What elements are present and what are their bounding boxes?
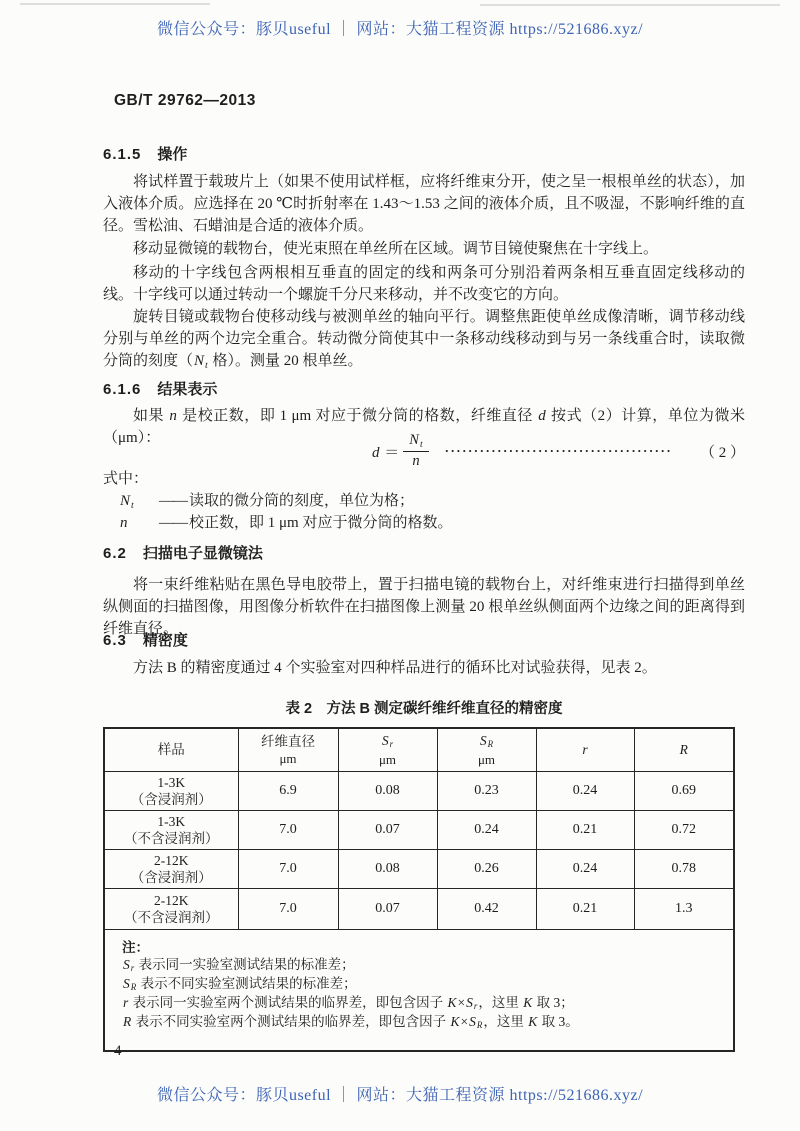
fraction-denominator: n [412,453,420,469]
header-label: Sr [381,732,394,750]
scan-artifact [20,3,210,5]
term-dash: —— [159,493,187,509]
value-cell: 0.08 [338,771,437,810]
bottom-watermark: 微信公众号：豚贝useful ｜ 网站：大猫工程资源 https://521686.xyz/ [156,1087,644,1104]
value-cell: 0.21 [536,888,634,929]
note-item: Sr 表示同一实验室测试结果的标准差； [123,956,355,973]
page-number: 4 [114,1043,122,1059]
section-heading-6-1-5 [103,143,745,164]
where-label: 式中： [103,471,149,487]
value-cell: 0.08 [338,849,437,888]
value-cell: 0.78 [634,849,734,888]
paragraph: 如果 n 是校正数，即 1 μm 对应于微分筒的格数，纤维直径 d 按式（2）计算，单位为微米（μm）： [103,408,745,446]
scan-artifact [480,4,780,6]
section-number: 6.1.6 [103,381,142,398]
section-heading-6-2 [103,542,745,563]
fraction [403,433,428,469]
term-symbol: n [120,515,128,531]
sample-qualifier: （含浸润剂） [130,869,212,885]
value-cell: 0.07 [338,810,437,849]
header-r: r [536,728,634,771]
value-cell: 0.24 [536,849,634,888]
value-cell: 0.26 [437,849,536,888]
sample-qualifier: （不含浸润剂） [124,909,219,925]
section-title: 扫描电子显微镜法 [142,545,263,562]
sample-qualifier: （含浸润剂） [130,791,212,807]
term-definition: 读取的微分筒的刻度，单位为格； [189,493,415,509]
equation-dot-leader: ······································· [444,443,673,458]
equation-lhs: d ＝ [372,444,400,461]
value-cell: 6.9 [238,771,338,810]
table-title: 表 2 方法 B 测定碳纤维纤维直径的精密度 [285,701,563,717]
paragraph: 将一束纤维粘贴在黑色导电胶带上，置于扫描电镜的载物台上，对纤维束进行扫描得到单丝纵侧面的扫描图像，用图像分析软件在扫描图像上测量 20 根单丝纵侧面两个边缘之间的距离得到纤维直径。 [103,577,745,637]
value-cell: 0.21 [536,810,634,849]
formula-term [103,490,761,514]
equation-2 [103,432,745,470]
top-watermark: 微信公众号：豚贝useful ｜ 网站：大猫工程资源 https://521686.xyz/ [156,21,644,38]
sample-cell [104,771,238,810]
section-number: 6.1.5 [103,146,142,163]
header-unit: μm [477,751,496,767]
table-row [104,810,734,849]
fraction-numerator: Nt [403,433,428,452]
formula-term [103,512,761,534]
header-fiber-diameter [238,728,338,771]
value-cell: 7.0 [238,888,338,929]
value-cell: 0.72 [634,810,734,849]
value-cell: 7.0 [238,849,338,888]
header-unit: μm [378,751,397,767]
header-unit: μm [279,750,297,766]
value-cell: 0.24 [437,810,536,849]
section-number: 6.3 [103,632,127,649]
sample-name: 2-12K [154,892,189,908]
value-cell: 0.24 [536,771,634,810]
section-title: 结果表示 [157,381,218,398]
note-item: R 表示不同实验室两个测试结果的临界差，即包含因子 K×SR，这里 K 取 3。 [123,1013,579,1030]
section-title: 操作 [157,146,188,163]
value-cell: 7.0 [238,810,338,849]
section-heading-6-1-6 [103,378,745,399]
notes-label: 注： [122,939,149,955]
sample-cell [104,849,238,888]
doc-number: GB/T 29762—2013 [114,92,256,109]
note-item: r 表示同一实验室两个测试结果的临界差，即包含因子 K×Sr，这里 K 取 3； [123,994,574,1011]
term-symbol: Nt [120,493,134,511]
header-label: SR [479,732,494,750]
section-title: 精密度 [142,632,188,649]
header-sample: 样品 [104,728,238,771]
table-row [104,771,734,810]
value-cell: 0.23 [437,771,536,810]
header-label: 纤维直径 [261,733,315,749]
header-sR [437,728,536,771]
table-header-row [104,728,734,771]
term-dash: —— [159,515,187,531]
paragraph: 方法 B 的精密度通过 4 个实验室对四种样品进行的循环比对试验获得，见表 2。 [133,660,657,676]
paragraph: 移动显微镜的载物台，使光束照在单丝所在区域。调节目镜使聚焦在十字线上。 [133,241,659,257]
value-cell: 0.07 [338,888,437,929]
section-heading-6-3 [103,629,745,650]
sample-cell [104,810,238,849]
sample-name: 1-3K [157,774,186,790]
equation-number: （ 2 ） [699,444,745,461]
paragraph: 移动的十字线包含两根相互垂直的固定的线和两条可分别沿着两条相互垂直固定线移动的线。十字线可以通过转动一个螺旋千分尺来移动，并不改变它的方向。 [103,265,745,303]
header-R: R [634,728,734,771]
precision-table [103,727,735,1052]
paragraph: 将试样置于载玻片上（如果不使用试样框，应将纤维束分开，使之呈一根根单丝的状态），加入液体介质。应选择在 20 ℃时折射率在 1.43～1.53 之间的液体介质，且不吸湿，不影响纤维的直径。雪松油、石蜡油是合适的液体介质。 [103,174,745,234]
sample-name: 1-3K [157,813,186,829]
header-sr [338,728,437,771]
table-row [104,849,734,888]
value-cell: 1.3 [634,888,734,929]
sample-cell [104,888,238,929]
value-cell: 0.42 [437,888,536,929]
table-notes-row [104,929,734,1051]
note-item: SR 表示不同实验室测试结果的标准差； [123,975,357,992]
sample-name: 2-12K [154,852,189,868]
term-definition: 校正数，即 1 μm 对应于微分筒的格数。 [189,515,453,531]
table-notes [104,929,734,1051]
table-row [104,888,734,929]
sample-qualifier: （不含浸润剂） [124,830,219,846]
section-number: 6.2 [103,545,127,562]
value-cell: 0.69 [634,771,734,810]
paragraph: 旋转目镜或载物台使移动线与被测单丝的轴向平行。调整焦距使单丝成像清晰，调节移动线分别与单丝的两个边完全重合。转动微分筒使其中一条移动线移动到与另一条线重合时，读取微分筒的刻度（Nt 格）。测量 20 根单丝。 [103,309,745,371]
